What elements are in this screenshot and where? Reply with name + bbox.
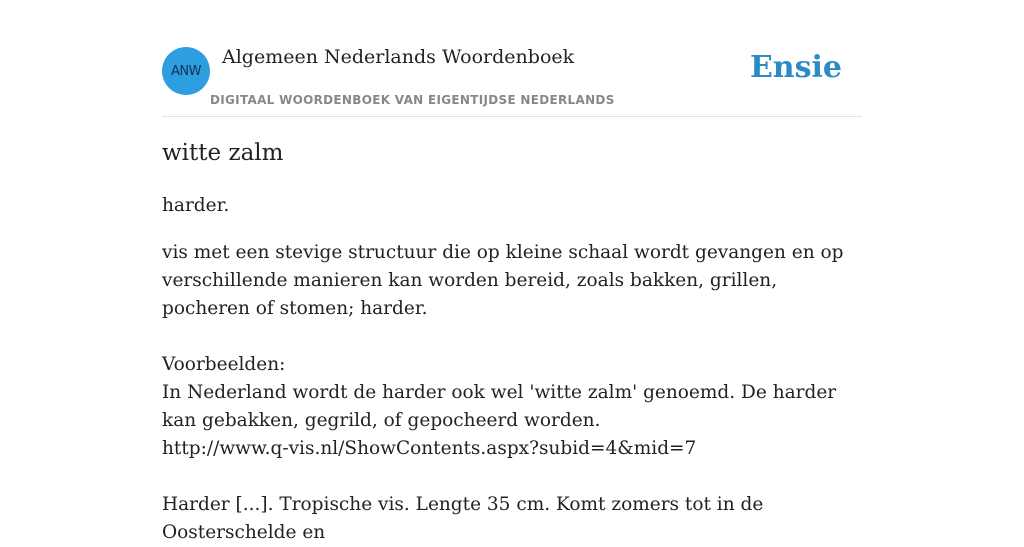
site-title[interactable]: Algemeen Nederlands Woordenboek (222, 46, 575, 68)
example-source: http://www.q-vis.nl/ShowContents.aspx?subid=4&mid=7 (162, 438, 697, 459)
examples-label: Voorbeelden: (162, 354, 286, 375)
example-text: In Nederland wordt de harder ook wel 'witte zalm' genoemd. De harder kan gebakken, gegrild, of gepocheerd worden. (162, 382, 837, 431)
entry-content (162, 192, 862, 547)
site-header (162, 0, 862, 117)
entry-term: witte zalm (162, 140, 284, 166)
anw-logo[interactable]: ANW (162, 47, 210, 95)
page (162, 0, 862, 543)
ensie-brand-logo[interactable]: Ensie (749, 50, 842, 85)
example-text: Harder [...]. Tropische vis. Lengte 35 cm. Komt zomers tot in de Oosterschelde en (162, 494, 764, 543)
entry-definition: vis met een stevige structuur die op kleine schaal wordt gevangen en op verschillende manieren kan worden bereid, zoals bakken, grillen, pocheren of stomen; harder. (162, 242, 844, 319)
spacer (162, 463, 862, 491)
spacer (162, 323, 862, 351)
site-subtitle: DIGITAAL WOORDENBOEK VAN EIGENTIJDSE NEDERLANDS (210, 93, 615, 107)
entry-synonym: harder. (162, 195, 230, 216)
